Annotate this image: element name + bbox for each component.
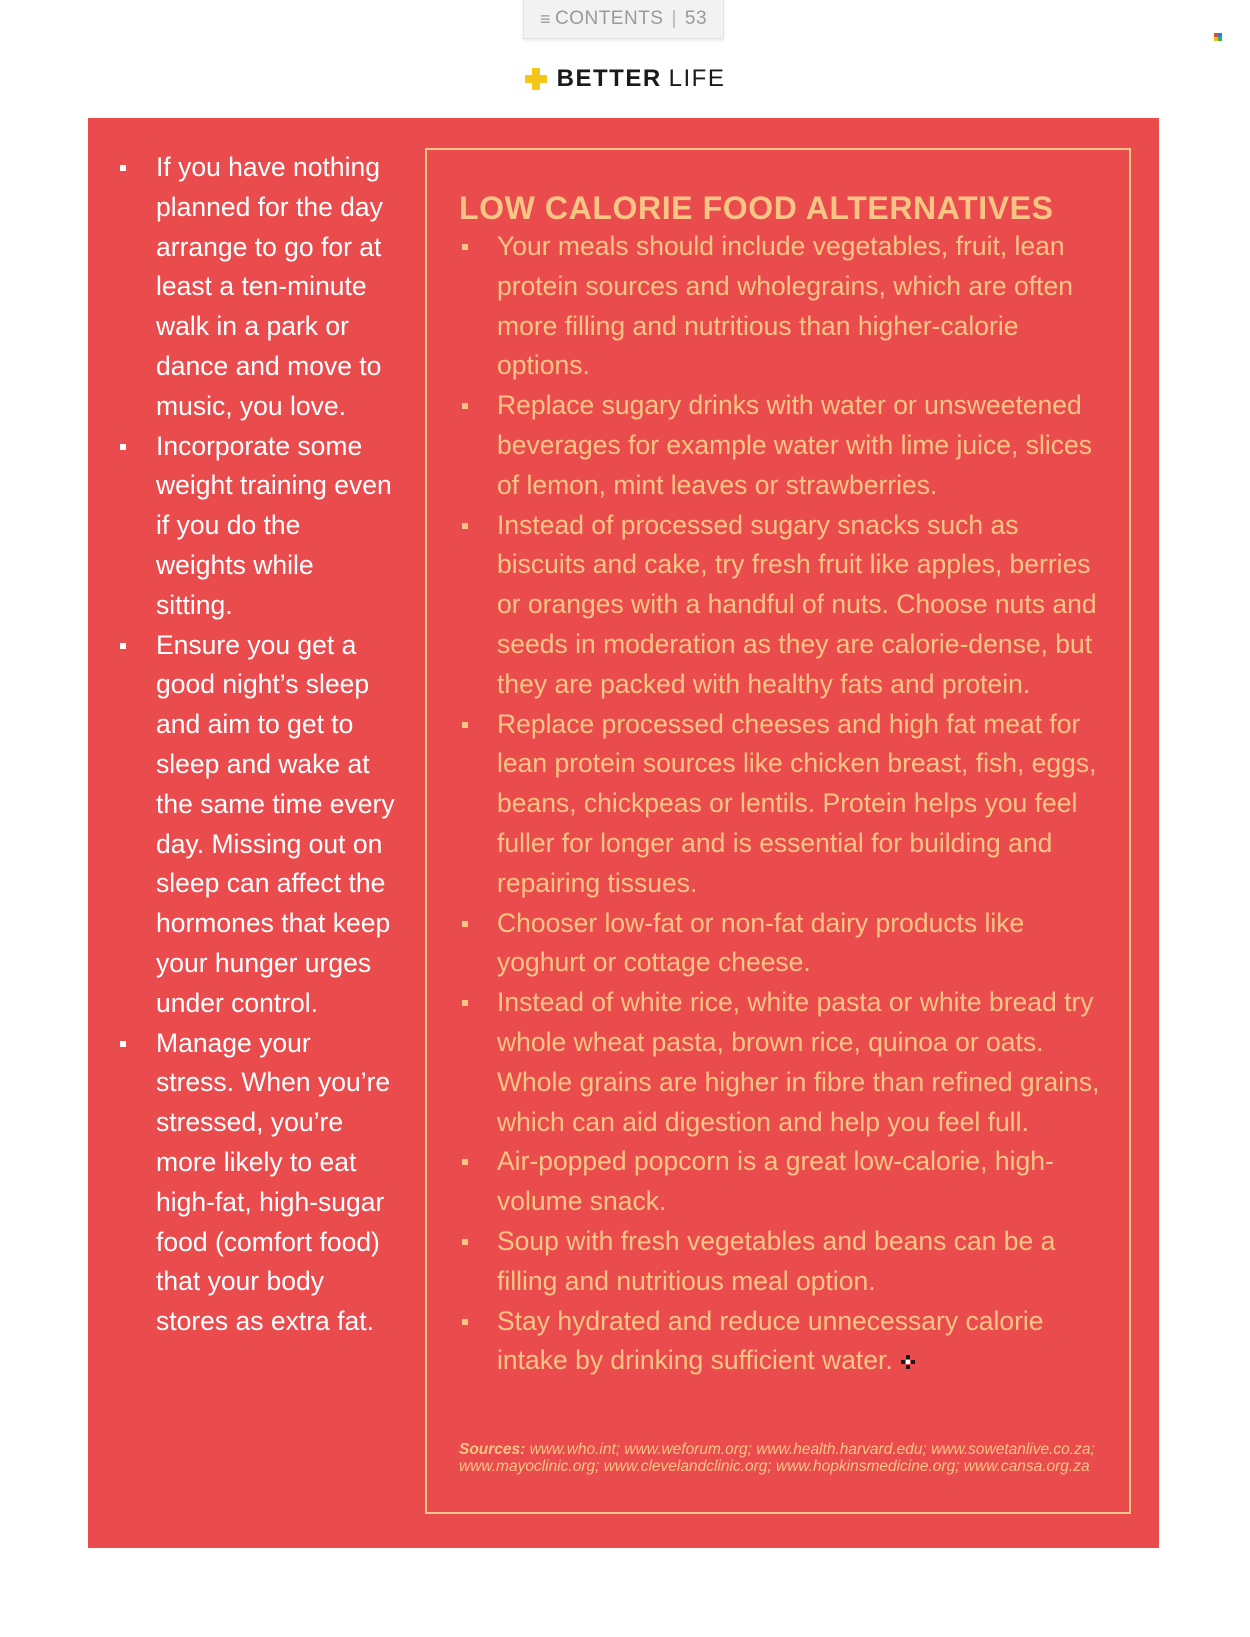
list-item-text: Your meals should include vegetables, fruit, lean protein sources and wholegrains, which are often more filling and nutritious than higher-calorie options. — [497, 231, 1073, 381]
list-item-text: Manage your stress. When you’re stressed, you’re more likely to eat high-fat, high-sugar food (comfort food) that your body stores as extra fat. — [156, 1027, 391, 1337]
plus-icon — [525, 68, 547, 90]
list-item-text: Instead of white rice, white pasta or white bread try whole wheat pasta, brown rice, quinoa or oats. Whole grains are higher in fibre than refined grains, which can aid digestion and help you feel full. — [497, 987, 1100, 1137]
list-item-text: Instead of processed sugary snacks such as biscuits and cake, try fresh fruit like apples, berries or oranges with a handful of nuts. Choose nuts and seeds in moderation as they are calorie-dense, but they are packed with healthy fats and protein. — [497, 509, 1097, 699]
list-item — [459, 1142, 1109, 1222]
sources-note — [459, 1442, 1099, 1475]
contents-button[interactable] — [523, 0, 724, 39]
bullet-icon — [462, 244, 468, 250]
content-panel — [88, 118, 1159, 1548]
separator: | — [671, 8, 677, 29]
list-item — [459, 386, 1109, 505]
list-item-text: Ensure you get a good night’s sleep and aim to get to sleep and wake at the same time every day. Missing out on sleep can affect the hormones that keep your hunger urges under control. — [156, 629, 395, 1018]
list-item-text: Replace processed cheeses and high fat meat for lean protein sources like chicken breast, fish, eggs, beans, chickpeas or lentils. Protein helps you feel fuller for longer and is essential for building and repairing tissues. — [497, 708, 1097, 898]
box-title: LOW CALORIE FOOD ALTERNATIVES — [459, 190, 1054, 226]
brand-bold: BETTER — [556, 65, 662, 92]
list-item-text: Soup with fresh vegetables and beans can be a filling and nutritious meal option. — [497, 1225, 1056, 1296]
list-item — [120, 626, 395, 1024]
list-item — [459, 983, 1109, 1142]
contents-label: CONTENTS — [554, 8, 664, 29]
brand-light: LIFE — [668, 65, 726, 92]
list-item — [459, 506, 1109, 705]
list-item-text: Chooser low-fat or non-fat dairy products like yoghurt or cottage cheese. — [497, 907, 1025, 978]
list-item-text: Replace sugary drinks with water or unsweetened beverages for example water with lime juice, slices of lemon, mint leaves or strawberries. — [497, 390, 1093, 500]
list-item — [120, 148, 395, 427]
corner-dot-icon — [1214, 33, 1222, 41]
section-header — [0, 62, 1250, 96]
list-item — [120, 1024, 395, 1342]
list-item-text: Incorporate some weight training even if you do the weights while sitting. — [156, 430, 392, 620]
list-item — [459, 904, 1109, 984]
alternatives-list — [459, 227, 1109, 1381]
menu-icon: ≡ — [539, 8, 551, 29]
sources-label: Sources: — [459, 1441, 526, 1458]
bullet-icon — [462, 1319, 468, 1325]
alternatives-box — [425, 148, 1131, 1514]
bullet-icon — [120, 444, 126, 450]
bullet-icon — [462, 1239, 468, 1245]
bullet-icon — [462, 403, 468, 409]
list-item — [459, 705, 1109, 904]
bullet-icon — [120, 165, 126, 171]
bullet-icon — [462, 722, 468, 728]
bullet-icon — [120, 1041, 126, 1047]
bullet-icon — [120, 643, 126, 649]
bullet-icon — [462, 1000, 468, 1006]
list-item-text: Stay hydrated and reduce unnecessary calorie intake by drinking sufficient water. — [497, 1305, 1044, 1376]
bullet-icon — [462, 921, 468, 927]
list-item — [120, 427, 395, 626]
list-item — [459, 1222, 1109, 1302]
tips-column — [120, 148, 395, 1342]
list-item — [459, 227, 1109, 386]
list-item-text: Air-popped popcorn is a great low-calorie, high-volume snack. — [497, 1146, 1054, 1217]
bullet-icon — [462, 523, 468, 529]
page-number: 53 — [684, 8, 708, 29]
list-item — [459, 1302, 1109, 1382]
tips-list — [120, 148, 395, 1342]
sources-text: www.who.int; www.weforum.org; www.health.harvard.edu; www.sowetanlive.co.za; www.mayoclinic.org; www.clevelandclinic.org; www.hopkinsmedicine.org; www.cansa.org.za — [459, 1441, 1095, 1475]
end-mark-icon — [901, 1355, 915, 1369]
bullet-icon — [462, 1159, 468, 1165]
list-item-text: If you have nothing planned for the day arrange to go for at least a ten-minute walk in a park or dance and move to music, you love. — [156, 152, 383, 421]
